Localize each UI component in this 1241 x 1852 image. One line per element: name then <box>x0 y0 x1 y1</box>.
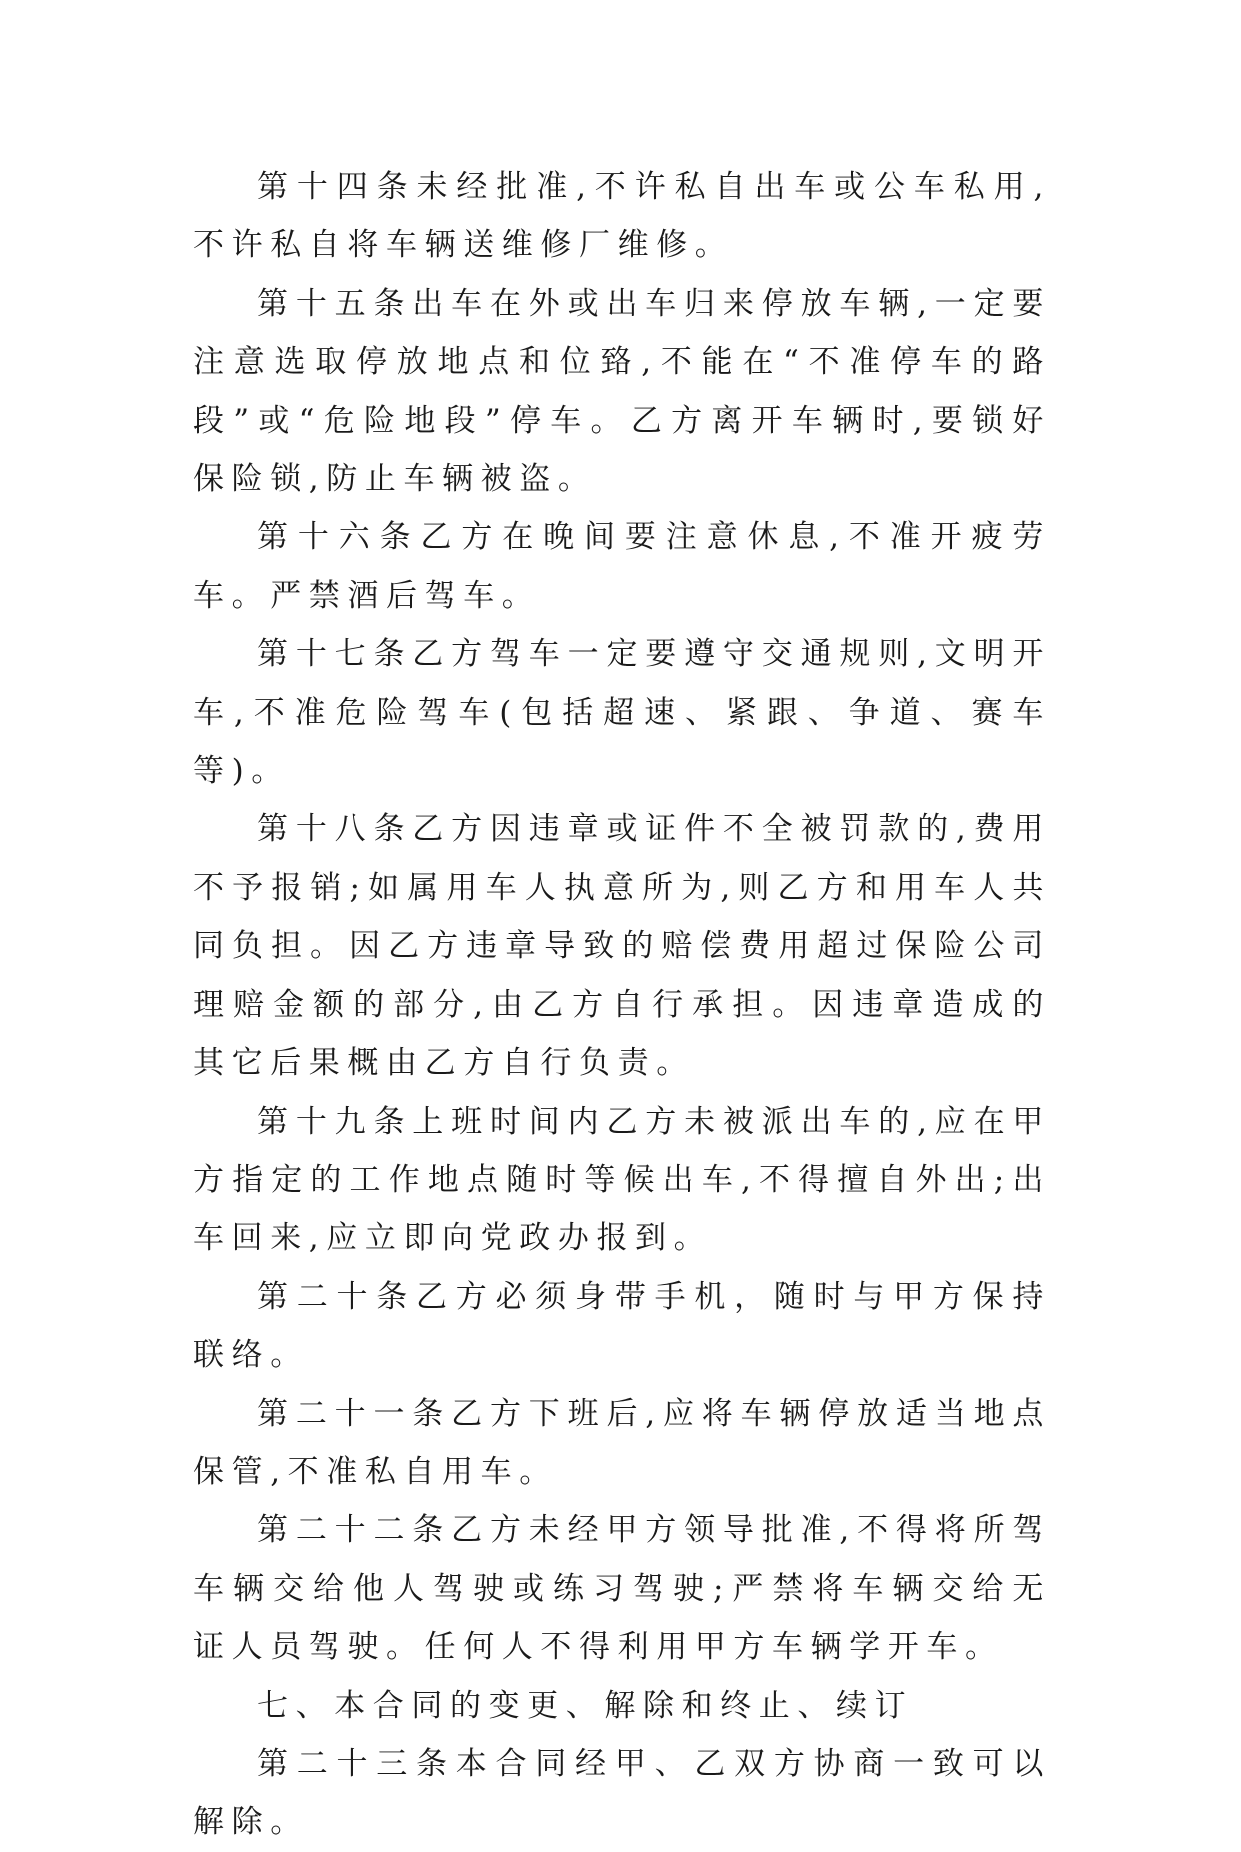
document-body <box>193 158 1051 1852</box>
article-20-paragraph: 第二十条乙方必须身带手机，随时与甲方保持联络。 <box>193 1278 1051 1374</box>
article-18-paragraph: 第十八条乙方因违章或证件不全被罚款的,费用不予报销;如属用车人执意所为,则乙方和用车人共同负担。因乙方违章导致的赔偿费用超过保险公司理赔金额的部分,由乙方自行承担。因违章造成的其它后果概由乙方自行负责。 <box>193 811 1051 1082</box>
section-7-heading: 七、本合同的变更、解除和终止、续订 <box>257 1687 914 1724</box>
article-23-paragraph: 第二十三条本合同经甲、乙双方协商一致可以解除。 <box>193 1745 1051 1841</box>
article-19-paragraph: 第十九条上班时间内乙方未被派出车的,应在甲方指定的工作地点随时等候出车,不得擅自外出;出车回来,应立即向党政办报到。 <box>193 1103 1051 1257</box>
article-21-paragraph: 第二十一条乙方下班后,应将车辆停放适当地点保管,不准私自用车。 <box>193 1395 1051 1490</box>
article-14-paragraph: 第十四条未经批准,不许私自出车或公车私用, 不许私自将车辆送维修厂维修。 <box>193 169 1051 264</box>
article-16-paragraph: 第十六条乙方在晚间要注意休息,不准开疲劳车。严禁酒后驾车。 <box>193 519 1051 614</box>
article-17-paragraph: 第十七条乙方驾车一定要遵守交通规则,文明开车,不准危险驾车(包括超速、紧跟、争道、赛车等)。 <box>193 636 1051 790</box>
article-22-paragraph: 第二十二条乙方未经甲方领导批准,不得将所驾车辆交给他人驾驶或练习驾驶;严禁将车辆交给无证人员驾驶。任何人不得利用甲方车辆学开车。 <box>193 1512 1051 1666</box>
article-15-paragraph: 第十五条出车在外或出车归来停放车辆,一定要注意选取停放地点和位臵,不能在“不准停车的路段”或“危险地段”停车。乙方离开车辆时,要锁好保险锁,防止车辆被盗。 <box>193 285 1051 498</box>
